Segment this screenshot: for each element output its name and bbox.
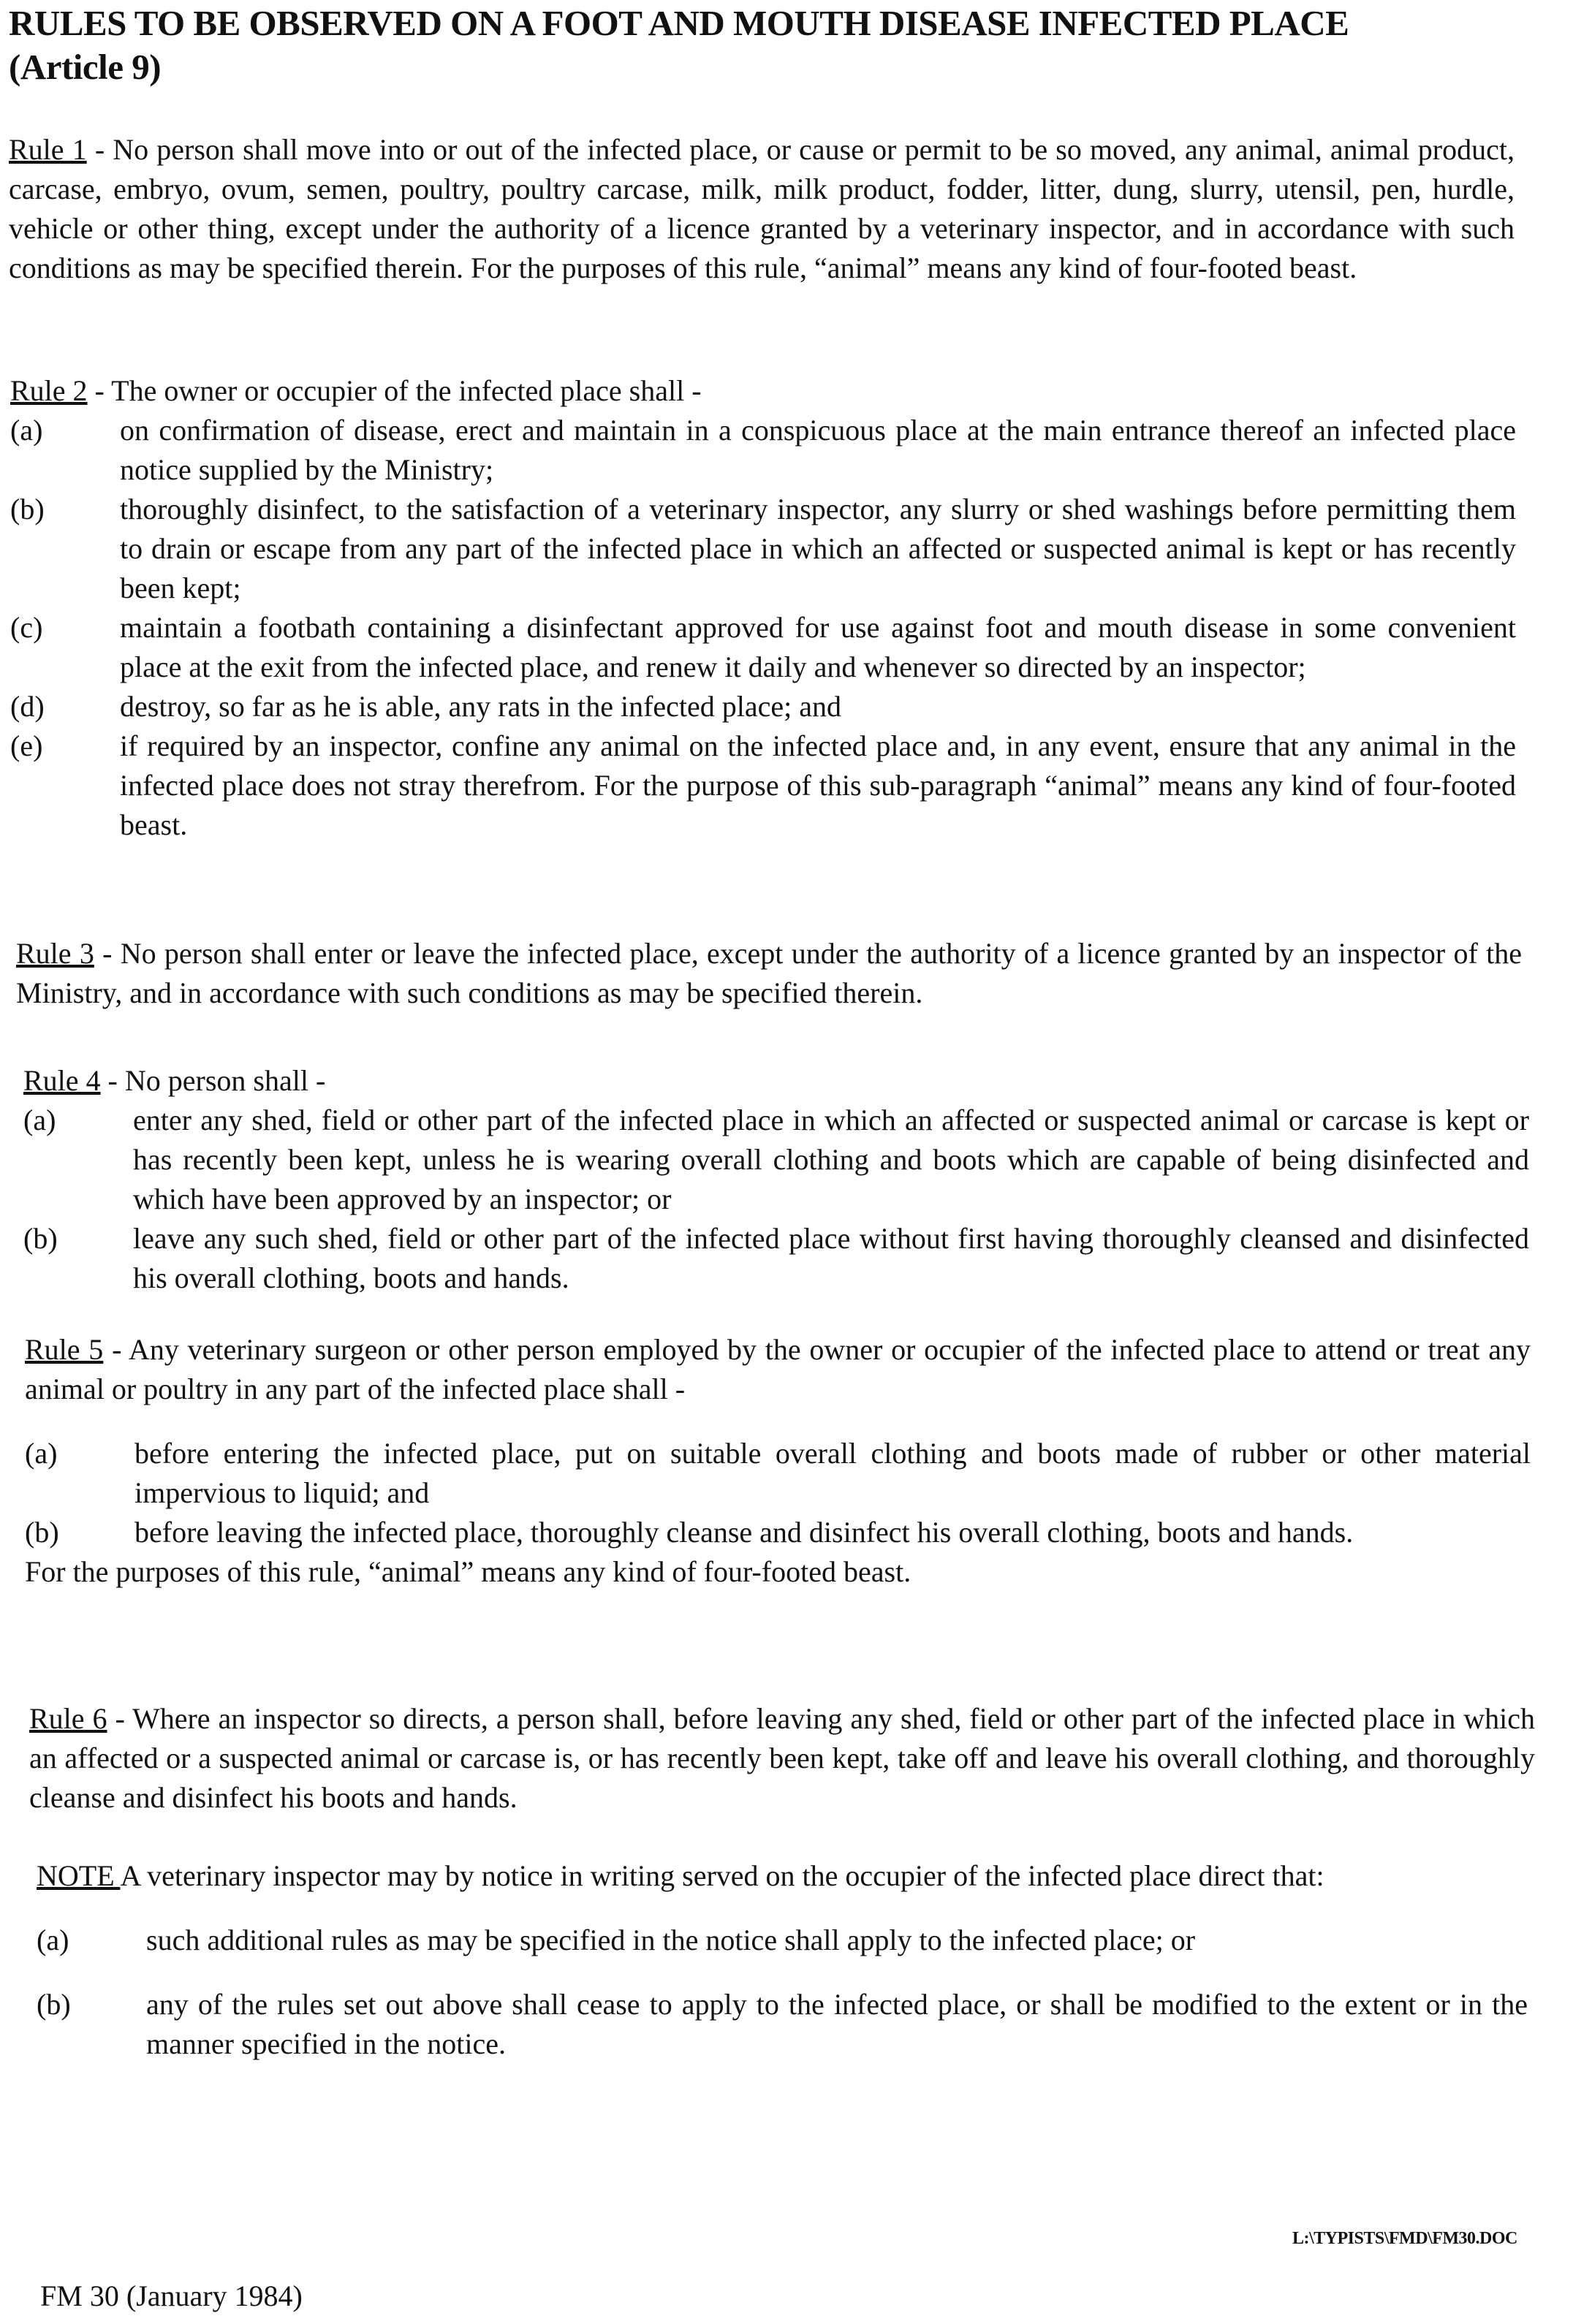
rule-3 bbox=[16, 934, 1522, 1013]
rule-6 bbox=[29, 1699, 1535, 1818]
file-path: L:\TYPISTS\FMD\FM30.DOC bbox=[1292, 2229, 1517, 2248]
rule-1-label: Rule 1 bbox=[9, 133, 87, 166]
document-title bbox=[9, 1, 1544, 89]
rule-6-label: Rule 6 bbox=[29, 1702, 107, 1735]
note-label: NOTE bbox=[37, 1859, 121, 1892]
title-line-2: (Article 9) bbox=[9, 47, 162, 87]
rule-2-item-b: (b) thoroughly disinfect, to the satisfaction of a veterinary inspector, any slurry or shed washings before permitting them to drain or escape from any part of the infected place in which an affected or suspected animal is kept or has recently been kept; bbox=[10, 493, 1516, 604]
rule-2-label: Rule 2 bbox=[10, 374, 88, 407]
note-item-b: (b) any of the rules set out above shall cease to apply to the infected place, or shall be modified to the extent or in the manner specified in the notice. bbox=[37, 1988, 1528, 2060]
note bbox=[37, 1856, 1528, 2064]
note-text: A veterinary inspector may by notice in writing served on the occupier of the infected place direct that: bbox=[120, 1859, 1324, 1892]
rule-2-item-a: (a) on confirmation of disease, erect and maintain in a conspicuous place at the main entrance thereof an infected place notice supplied by the Ministry; bbox=[10, 414, 1516, 486]
rule-3-label: Rule 3 bbox=[16, 937, 94, 970]
note-item-a: (a) such additional rules as may be specified in the notice shall apply to the infected place; or bbox=[37, 1924, 1196, 1956]
rule-2-item-d: (d) destroy, so far as he is able, any rats in the infected place; and bbox=[10, 690, 842, 723]
rule-4 bbox=[23, 1061, 1529, 1298]
rule-5 bbox=[25, 1330, 1531, 1592]
rule-2-intro: - The owner or occupier of the infected place shall - bbox=[87, 374, 702, 407]
rule-6-text: - Where an inspector so directs, a person shall, before leaving any shed, field or other part of the infected place in which an affected or a suspected animal or carcase is, or has recently been kept, take off and leave his overall clothing, and thoroughly cleanse and disinfect his boots and hands. bbox=[29, 1702, 1536, 1814]
rule-4-item-b: (b) leave any such shed, field or other part of the infected place without first having thoroughly cleansed and disinfected his overall clothing, boots and hands. bbox=[23, 1222, 1529, 1294]
rule-2-item-e: (e) if required by an inspector, confine any animal on the infected place and, in any event, ensure that any animal in the infected place does not stray therefrom. For the purpose of this sub-paragraph “animal” means any kind of four-footed beast. bbox=[10, 729, 1516, 841]
rule-5-label: Rule 5 bbox=[25, 1333, 104, 1366]
rule-4-item-a: (a) enter any shed, field or other part of the infected place in which an affected or suspected animal or carcase is kept or has recently been kept, unless he is wearing overall clothing and boots which are capable of being disinfected and which have been approved by an inspector; or bbox=[23, 1104, 1529, 1215]
rule-5-closing: For the purposes of this rule, “animal” means any kind of four-footed beast. bbox=[25, 1555, 911, 1588]
title-line-1: RULES TO BE OBSERVED ON A FOOT AND MOUTH DISEASE INFECTED PLACE bbox=[9, 3, 1349, 43]
form-reference: FM 30 (January 1984) bbox=[40, 2279, 303, 2312]
rule-3-text: - No person shall enter or leave the infected place, except under the authority of a licence granted by an inspector of the Ministry, and in accordance with such conditions as may be specified therein. bbox=[16, 937, 1523, 1009]
rule-2 bbox=[10, 371, 1516, 845]
rule-1 bbox=[9, 130, 1515, 288]
rule-4-intro: - No person shall - bbox=[100, 1064, 326, 1097]
rule-2-item-c: (c) maintain a footbath containing a disinfectant approved for use against foot and mouth disease in some convenient place at the exit from the infected place, and renew it daily and whenever so directed by an inspector; bbox=[10, 611, 1516, 683]
rule-5-item-a: (a) before entering the infected place, put on suitable overall clothing and boots made of rubber or other material impervious to liquid; and bbox=[25, 1437, 1531, 1509]
rule-4-label: Rule 4 bbox=[23, 1064, 101, 1097]
rule-1-text: - No person shall move into or out of the infected place, or cause or permit to be so moved, any animal, animal product, carcase, embryo, ovum, semen, poultry, poultry carcase, milk, milk product, fodder, litter, dung, slurry, utensil, pen, hurdle, vehicle or other thing, except under the authority of a licence granted by a veterinary inspector, and in accordance with such conditions as may be specified therein. For the purposes of this rule, “animal” means any kind of four-footed beast. bbox=[9, 133, 1515, 284]
rule-5-item-b: (b) before leaving the infected place, thoroughly cleanse and disinfect his overall clothing, boots and hands. bbox=[25, 1516, 1354, 1549]
rule-5-intro: - Any veterinary surgeon or other person employed by the owner or occupier of the infected place to attend or treat any animal or poultry in any part of the infected place shall - bbox=[25, 1333, 1531, 1405]
